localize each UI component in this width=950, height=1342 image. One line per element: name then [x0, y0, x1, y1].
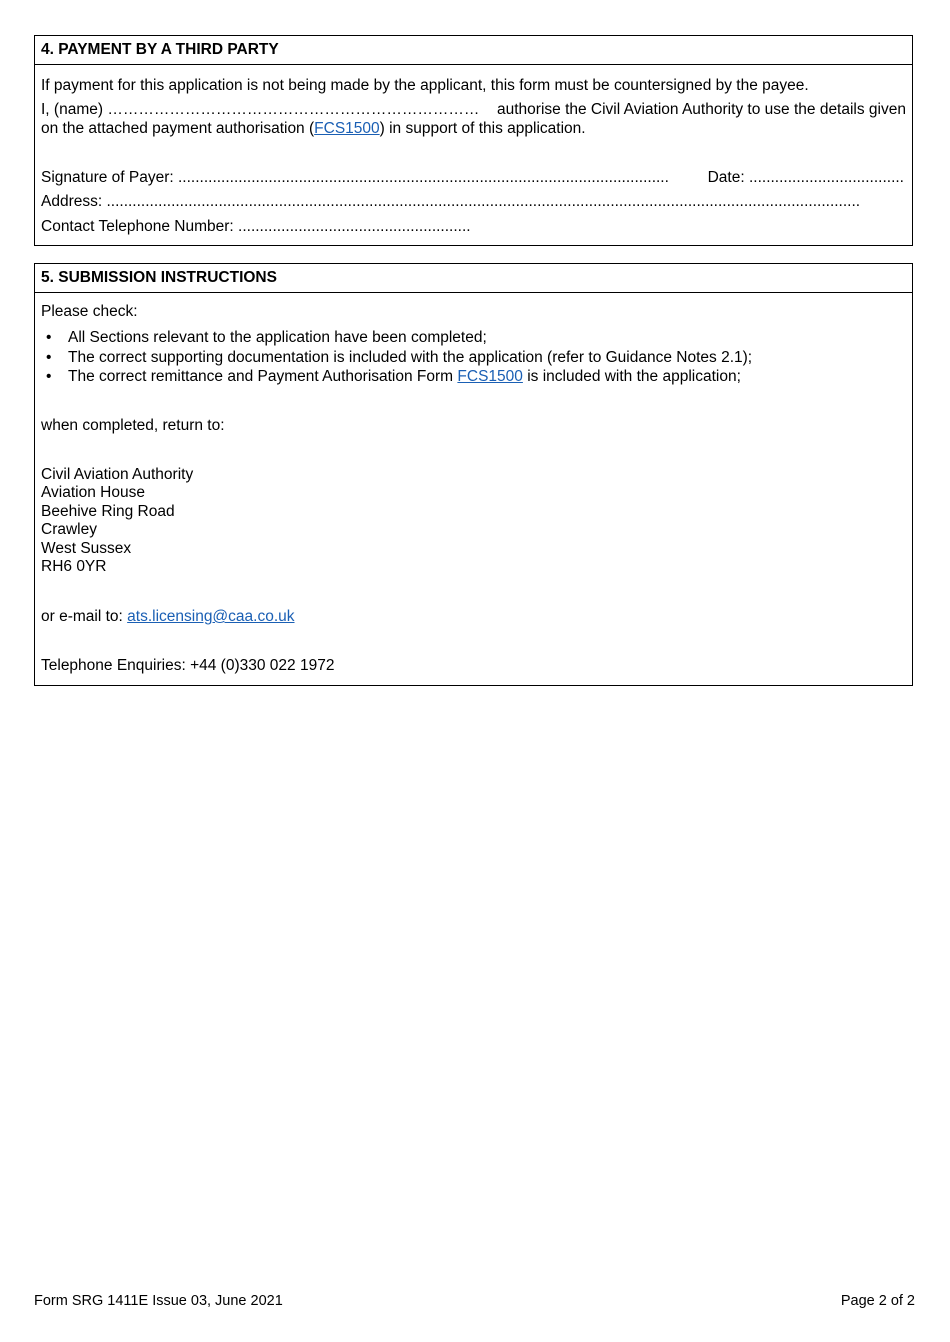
address-line: Crawley [41, 521, 97, 539]
fcs1500-link[interactable]: FCS1500 [457, 368, 523, 385]
checklist-text: The correct remittance and Payment Authorisation Form [68, 368, 458, 385]
address-line: RH6 0YR [41, 558, 107, 576]
please-check-label: Please check: [41, 303, 138, 320]
telephone-enquiries: Telephone Enquiries: +44 (0)330 022 1972 [41, 657, 335, 674]
return-to-label: when completed, return to: [41, 417, 225, 434]
signature-of-payer-field[interactable]: Signature of Payer: .................................................................................................................. [41, 169, 669, 186]
checklist-text: The correct supporting documentation is included with the application (refer to Guidance Notes 2.1); [68, 348, 753, 366]
checklist [41, 328, 752, 387]
address-field[interactable]: Address: ............................................................................................................................................................................... [41, 193, 861, 210]
section-4-heading: 4. PAYMENT BY A THIRD PARTY [35, 36, 912, 65]
list-item [41, 367, 752, 387]
fcs1500-link[interactable]: FCS1500 [314, 120, 380, 137]
section-5-submission-instructions [34, 263, 913, 686]
list-item [41, 348, 752, 368]
checklist-text: is included with the application; [522, 368, 741, 385]
address-line: Civil Aviation Authority [41, 466, 194, 483]
bullet-icon: • [46, 348, 52, 366]
address-line: West Sussex [41, 539, 132, 557]
address-line: Aviation House [41, 484, 145, 502]
attached-prefix: on the attached payment authorisation ( [41, 120, 315, 137]
contact-telephone-field[interactable]: Contact Telephone Number: ...................................................... [41, 218, 471, 235]
address-line: Beehive Ring Road [41, 502, 175, 520]
attached-authorisation-line [41, 119, 586, 138]
section-4-intro: If payment for this application is not being made by the applicant, this form must be countersigned by the payee. [41, 77, 809, 94]
footer-form-reference: Form SRG 1411E Issue 03, June 2021 [34, 1293, 283, 1309]
bullet-icon: • [46, 368, 52, 385]
email-prefix: or e-mail to: [41, 608, 128, 625]
footer-page-number: Page 2 of 2 [840, 1293, 915, 1309]
section-5-heading: 5. SUBMISSION INSTRUCTIONS [35, 264, 912, 293]
postal-address [41, 466, 193, 576]
bullet-icon: • [46, 329, 52, 346]
authorise-statement: authorise the Civil Aviation Authority to use the details given [497, 101, 906, 118]
attached-suffix: ) in support of this application. [379, 120, 586, 137]
email-line [41, 607, 295, 626]
checklist-text: All Sections relevant to the application have been completed; [68, 329, 487, 346]
authorise-name-line: I, (name) ……………………………………………………………… [41, 101, 480, 118]
date-field[interactable]: Date: .................................... [707, 169, 904, 186]
list-item [41, 328, 752, 348]
email-link[interactable]: ats.licensing@caa.co.uk [127, 608, 295, 625]
section-4-payment-third-party [34, 35, 913, 246]
